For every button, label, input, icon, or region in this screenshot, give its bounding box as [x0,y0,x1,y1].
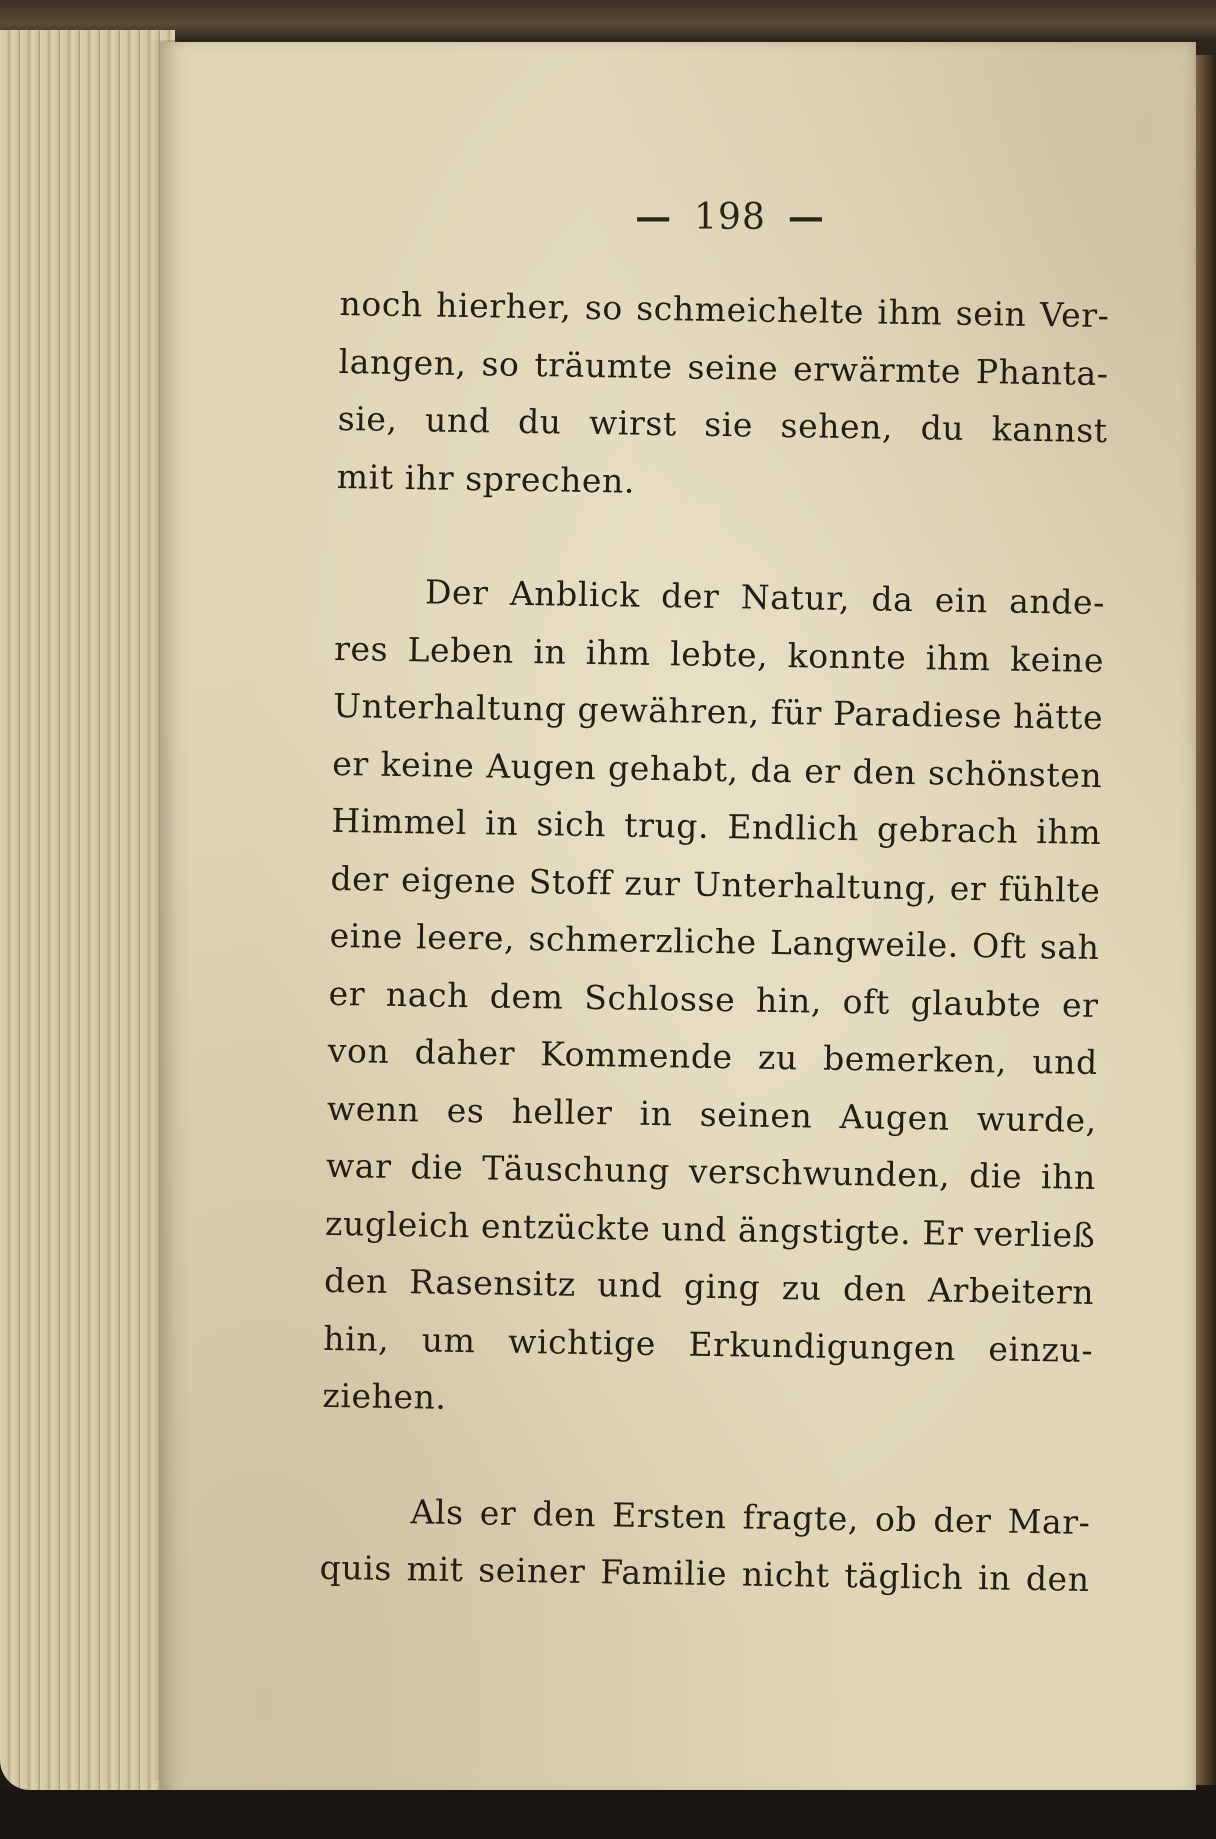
text-line: von daher Kommende zu bemerken, und [327,1030,1099,1082]
paragraph-2 [322,562,1105,1436]
text-line: Der Anblick der Natur, da ein ande- [424,572,1106,623]
text-line: Als er den Ersten fragte, ob der Mar- [410,1491,1091,1542]
text-line: Himmel in sich trug. Endlich gebrach ihm [331,800,1102,853]
text-line: quis mit seiner Familie nicht täglich in den [319,1547,1090,1599]
paragraph-1 [336,275,1110,517]
text-line: eine leere, schmerzliche Langweile. Oft sah [329,915,1100,968]
text-line: noch hierher, so schmeichelte ihm sein Ver- [339,283,1110,336]
text-line: mit ihr sprechen. [336,456,636,501]
header-dash-right: — [787,196,825,238]
page-body-text [319,275,1110,1608]
text-line: zugleich entzückte und ängstigte. Er verließ [324,1203,1096,1255]
text-line: er nach dem Schlosse hin, oft glaubte er [328,973,1099,1025]
paragraph-3 [319,1481,1091,1608]
text-line: res Leben in ihm lebte, konnte ihm keine [333,628,1105,680]
text-line: wenn es heller in seinen Augen wurde, [326,1088,1098,1140]
text-line: Unterhaltung gewähren, für Paradiese hätte [332,685,1104,738]
binding-top-edge [0,0,1216,40]
text-line: war die Täuschung verschwunden, die ihn [325,1145,1097,1197]
text-line: den Rasensitz und ging zu den Arbeitern [323,1260,1095,1312]
stacked-page-edges [0,30,175,1790]
text-line: ziehen. [322,1375,447,1417]
text-line: hin, um wichtige Erkundigungen einzu- [322,1318,1094,1370]
header-dash-left: — [635,196,673,238]
page-header [580,196,880,250]
page-number: 198 [694,197,766,238]
text-line: sie, und du wirst sie sehen, du kannst [337,398,1108,451]
text-line: der eigene Stoff zur Unterhaltung, er fühlte [330,858,1101,910]
bottom-background [0,1790,1216,1839]
text-line: langen, so träumte seine erwärmte Phanta- [338,341,1109,393]
text-line: er keine Augen gehabt, da er den schönsten [332,743,1103,795]
